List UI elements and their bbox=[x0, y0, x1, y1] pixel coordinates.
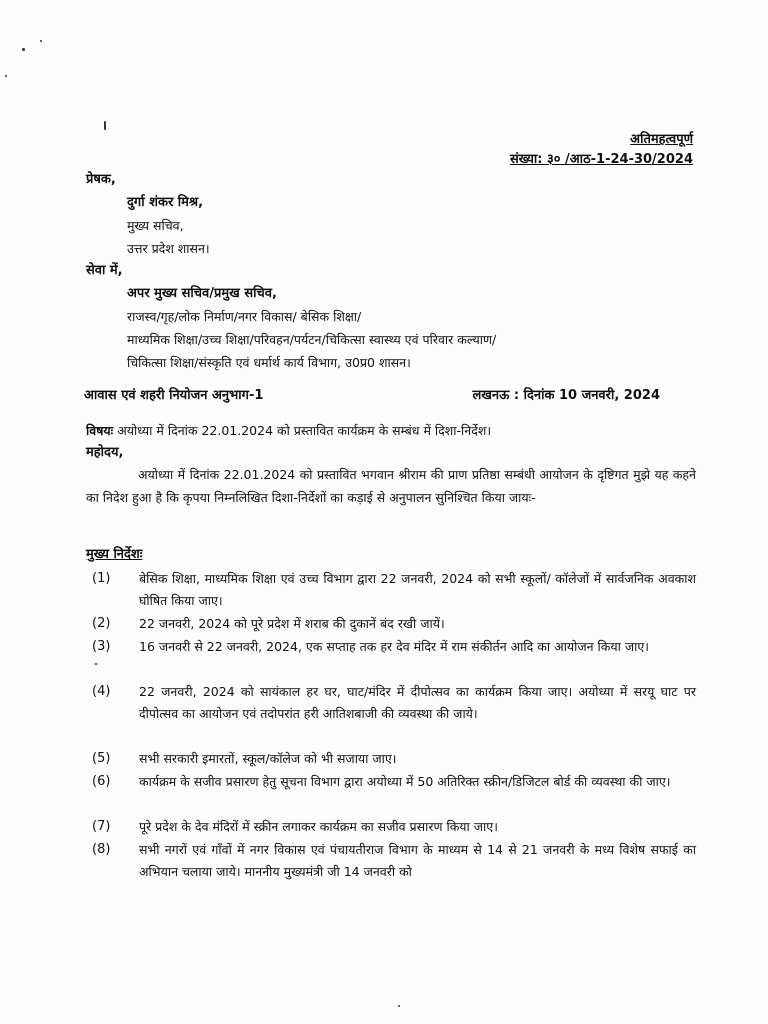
subject-label: विषयः bbox=[86, 423, 114, 438]
directives-heading: मुख्य निर्देशः bbox=[86, 547, 143, 562]
item-text: 22 जनवरी, 2024 को सायंकाल हर घर, घाट/मंदिर में दीपोत्सव का कार्यक्रम किया जाए। अयोध्या में सरयू घाट पर दीपोत्सव का आयोजन एवं तदोपरांत हरी आतिशबाजी की व्यवस्था की जाये। bbox=[139, 684, 696, 721]
sender-label: प्रेषक, bbox=[86, 172, 116, 187]
place-date: लखनऊ : दिनांक 10 जनवरी, 2024 bbox=[472, 388, 660, 403]
item-text: सभी नगरों एवं गाँवों में नगर विकास एवं पंचायतीराज विभाग के माध्यम से 14 से 21 जनवरी के मध्य विशेष सफाई का अभियान चलाया जाये। माननीय मुख्यमंत्री जी 14 जनवरी को bbox=[139, 842, 696, 879]
sender-designation: मुख्य सचिव, bbox=[127, 218, 184, 233]
scan-speck bbox=[398, 1005, 400, 1007]
salutation: महोदय, bbox=[86, 445, 124, 460]
item-number: (4) bbox=[92, 684, 111, 699]
item-text: 22 जनवरी, 2024 को पूरे प्रदेश में शराब की दुकानें बंद रखी जायें। bbox=[139, 616, 445, 631]
item-text: 16 जनवरी से 22 जनवरी, 2024, एक सप्ताह तक हर देव मंदिर में राम संकीर्तन आदि का आयोजन किया जाए। bbox=[139, 639, 649, 654]
scan-speck bbox=[5, 75, 7, 77]
item-number: (1) bbox=[92, 571, 111, 586]
item-text: सभी सरकारी इमारतों, स्कूल/कॉलेज को भी सजाया जाए। bbox=[139, 751, 397, 766]
priority-label: अतिमहत्वपूर्ण bbox=[630, 132, 693, 147]
scan-speck bbox=[104, 121, 106, 130]
item-text: कार्यक्रम के सजीव प्रसारण हेतु सूचना विभाग द्वारा अयोध्या में 50 अतिरिक्त स्क्रीन/डिजिटल बोर्ड की व्यवस्था की जाए। bbox=[139, 774, 671, 789]
recipient-label: सेवा में, bbox=[86, 263, 123, 278]
recipient-line-3: चिकित्सा शिक्षा/संस्कृति एवं धर्मार्थ कार्य विभाग, उ0प्र0 शासन। bbox=[127, 355, 411, 370]
item-number: (3) bbox=[92, 639, 111, 654]
item-number: (7) bbox=[92, 819, 111, 834]
recipient-line-1: राजस्व/गृह/लोक निर्माण/नगर विकास/ बेसिक शिक्षा/ bbox=[127, 309, 362, 324]
sender-name: दुर्गा शंकर मिश्र, bbox=[127, 195, 204, 210]
recipient-title: अपर मुख्य सचिव/प्रमुख सचिव, bbox=[127, 286, 277, 301]
scan-speck bbox=[22, 48, 25, 51]
letter-number: संख्या: ३० /आठ-1-24-30/2024 bbox=[509, 152, 693, 167]
department-section: आवास एवं शहरी नियोजन अनुभाग-1 bbox=[84, 388, 264, 403]
item-text: बेसिक शिक्षा, माध्यमिक शिक्षा एवं उच्च विभाग द्वारा 22 जनवरी, 2024 को सभी स्कूलों/ कॉलेजों में सार्वजनिक अवकाश घोषित किया जाए। bbox=[139, 571, 696, 608]
item-number: (5) bbox=[92, 751, 111, 766]
item-number: (6) bbox=[92, 774, 111, 789]
item-number: (2) bbox=[92, 616, 111, 631]
subject-text: अयोध्या में दिनांक 22.01.2024 को प्रस्तावित कार्यक्रम के सम्बंध में दिशा-निर्देश। bbox=[117, 423, 492, 438]
item-number: (8) bbox=[92, 842, 111, 857]
scan-speck bbox=[40, 40, 42, 42]
sender-office: उत्तर प्रदेश शासन। bbox=[127, 241, 210, 256]
item-text: पूरे प्रदेश के देव मंदिरों में स्क्रीन लगाकर कार्यक्रम का सजीव प्रसारण किया जाए। bbox=[139, 819, 498, 834]
recipient-line-2: माध्यमिक शिक्षा/उच्च शिक्षा/परिवहन/पर्यटन/चिकित्सा स्वास्थ्य एवं परिवार कल्याण/ bbox=[127, 332, 497, 347]
intro-paragraph: अयोध्या में दिनांक 22.01.2024 को प्रस्तावित भगवान श्रीराम की प्राण प्रतिष्ठा सम्बंधी आयोजन के दृष्टिगत मुझे यह कहने का निदेश हुआ है कि कृपया निम्नलिखित दिशा-निर्देशों का कड़ाई से अनुपालन सुनिश्चित किया जायः- bbox=[86, 467, 696, 505]
scan-speck bbox=[95, 663, 97, 665]
subject-line bbox=[86, 422, 491, 440]
